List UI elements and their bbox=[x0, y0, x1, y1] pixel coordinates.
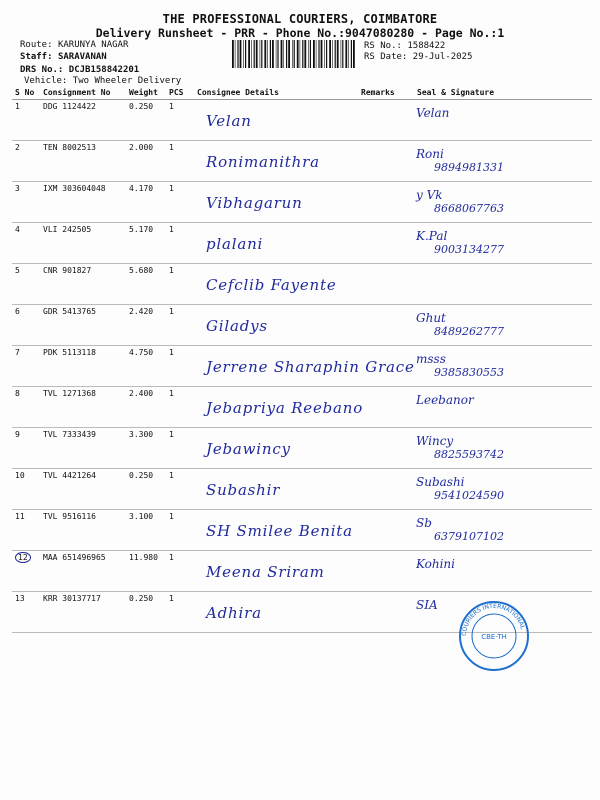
cell-pcs: 1 bbox=[166, 223, 194, 264]
cell-sno bbox=[12, 592, 40, 633]
signature-handwriting: Leebanor bbox=[416, 393, 474, 407]
staff-line bbox=[20, 52, 107, 63]
barcode-bar bbox=[264, 40, 266, 68]
barcode-bar bbox=[286, 40, 287, 68]
cell-consignee bbox=[194, 428, 358, 469]
vehicle-value: Two Wheeler Delivery bbox=[72, 76, 182, 86]
phone-handwriting: 9541024590 bbox=[434, 489, 504, 502]
cell-signature bbox=[414, 469, 592, 510]
cell-weight: 0.250 bbox=[126, 100, 166, 141]
signature-handwriting: K.Pal bbox=[416, 229, 448, 243]
cell-pcs: 1 bbox=[166, 428, 194, 469]
barcode-bar bbox=[248, 40, 250, 68]
cell-sno bbox=[12, 182, 40, 223]
barcode-bar bbox=[270, 40, 271, 68]
cell-consignee bbox=[194, 510, 358, 551]
table-row bbox=[12, 428, 592, 469]
col-pcs: PCS bbox=[166, 86, 194, 100]
cell-consignee bbox=[194, 346, 415, 387]
cell-remarks bbox=[358, 592, 414, 633]
col-consignment: Consignment No bbox=[40, 86, 126, 100]
barcode-bar bbox=[232, 40, 234, 68]
phone-handwriting: 8668067763 bbox=[434, 202, 504, 215]
sno-text: 13 bbox=[15, 594, 25, 603]
rs-no-line bbox=[364, 41, 445, 52]
signature-handwriting: y Vk bbox=[416, 188, 443, 202]
barcode-bar bbox=[256, 40, 258, 68]
barcode-bar bbox=[332, 40, 333, 68]
cell-sno bbox=[12, 264, 40, 305]
signature-handwriting: Kohini bbox=[416, 557, 455, 571]
staff-label: Staff: bbox=[20, 52, 53, 62]
barcode-bar bbox=[304, 40, 306, 68]
cell-weight: 5.170 bbox=[126, 223, 166, 264]
cell-consignment: TEN 8002513 bbox=[40, 141, 126, 182]
table-row bbox=[12, 264, 592, 305]
cell-sno bbox=[12, 469, 40, 510]
cell-sno bbox=[12, 428, 40, 469]
cell-sno bbox=[12, 223, 40, 264]
cell-weight: 11.980 bbox=[126, 551, 166, 592]
cell-consignee bbox=[194, 305, 358, 346]
cell-remarks bbox=[358, 223, 414, 264]
barcode-bar bbox=[245, 40, 246, 68]
barcode-bar bbox=[237, 40, 238, 68]
sno-text: 2 bbox=[15, 143, 20, 152]
table-row bbox=[12, 469, 592, 510]
drs-line bbox=[20, 65, 139, 76]
cell-signature bbox=[414, 387, 592, 428]
cell-remarks bbox=[358, 510, 414, 551]
cell-consignee bbox=[194, 100, 358, 141]
signature-handwriting: Velan bbox=[416, 106, 450, 120]
cell-remarks bbox=[358, 141, 414, 182]
cell-pcs: 1 bbox=[166, 387, 194, 428]
barcode-bar bbox=[283, 40, 284, 68]
barcode-bar bbox=[254, 40, 255, 68]
cell-sno bbox=[12, 387, 40, 428]
cell-sno bbox=[12, 551, 40, 592]
route-label: Route: bbox=[20, 40, 53, 50]
barcode-bar bbox=[277, 40, 278, 68]
cell-signature bbox=[414, 100, 592, 141]
phone-handwriting: 9003134277 bbox=[434, 243, 504, 256]
signature-handwriting: Subashi bbox=[416, 475, 465, 489]
barcode-bar bbox=[345, 40, 347, 68]
table-row bbox=[12, 182, 592, 223]
barcode-bar bbox=[276, 40, 277, 68]
cell-consignee bbox=[194, 469, 358, 510]
signature-handwriting: Roni bbox=[416, 147, 444, 161]
sno-text: 6 bbox=[15, 307, 20, 316]
cell-remarks bbox=[358, 305, 414, 346]
barcode-bar bbox=[324, 40, 325, 68]
phone-handwriting: 8489262777 bbox=[434, 325, 504, 338]
cell-consignee bbox=[194, 551, 358, 592]
sno-text: 4 bbox=[15, 225, 20, 234]
cell-remarks bbox=[358, 551, 414, 592]
phone-handwriting: 6379107102 bbox=[434, 530, 504, 543]
rs-no-value: 1588422 bbox=[407, 41, 446, 51]
cell-signature bbox=[414, 305, 592, 346]
cell-remarks bbox=[358, 264, 414, 305]
cell-weight: 2.400 bbox=[126, 387, 166, 428]
barcode-bar bbox=[261, 40, 262, 68]
col-consignee: Consignee Details bbox=[194, 86, 358, 100]
consignee-handwriting: Jebapriya Reebano bbox=[206, 399, 364, 417]
cell-consignee bbox=[194, 223, 358, 264]
cell-pcs: 1 bbox=[166, 346, 194, 387]
staff-value: SARAVANAN bbox=[57, 52, 107, 62]
sno-text: 1 bbox=[15, 102, 20, 111]
cell-pcs: 1 bbox=[166, 510, 194, 551]
table-row bbox=[12, 141, 592, 182]
barcode-bar bbox=[302, 40, 303, 68]
cell-consignment: DDG 1124422 bbox=[40, 100, 126, 141]
consignee-handwriting: Vibhagarun bbox=[206, 194, 303, 212]
table-row bbox=[12, 305, 592, 346]
cell-remarks bbox=[358, 387, 414, 428]
cell-pcs: 1 bbox=[166, 592, 194, 633]
barcode-bar bbox=[267, 40, 268, 68]
cell-consignment: CNR 901827 bbox=[40, 264, 126, 305]
phone-handwriting: 8825593742 bbox=[434, 448, 504, 461]
barcode-bar bbox=[313, 40, 315, 68]
col-remarks: Remarks bbox=[358, 86, 414, 100]
cell-sno bbox=[12, 141, 40, 182]
barcode-bar bbox=[316, 40, 317, 68]
company-title: THE PROFESSIONAL COURIERS, COIMBATORE bbox=[162, 12, 438, 26]
barcode-bar bbox=[235, 40, 236, 68]
cell-sno bbox=[12, 346, 40, 387]
barcode-bar bbox=[292, 40, 293, 68]
cell-remarks bbox=[358, 100, 414, 141]
table-row bbox=[12, 223, 592, 264]
consignee-handwriting: Ronimanithra bbox=[206, 153, 320, 171]
cell-pcs: 1 bbox=[166, 551, 194, 592]
cell-weight: 3.100 bbox=[126, 510, 166, 551]
courier-seal-stamp bbox=[458, 600, 530, 672]
sno-text: 3 bbox=[15, 184, 20, 193]
cell-pcs: 1 bbox=[166, 469, 194, 510]
col-weight: Weight bbox=[126, 86, 166, 100]
sno-text: 12 bbox=[15, 552, 31, 563]
sno-text: 9 bbox=[15, 430, 20, 439]
cell-pcs: 1 bbox=[166, 100, 194, 141]
sno-text: 5 bbox=[15, 266, 20, 275]
table-row bbox=[12, 510, 592, 551]
cell-weight: 4.750 bbox=[126, 346, 166, 387]
table-row bbox=[12, 346, 592, 387]
cell-consignment: IXM 303604048 bbox=[40, 182, 126, 223]
consignee-handwriting: Giladys bbox=[206, 317, 268, 335]
signature-handwriting: Sb bbox=[416, 516, 432, 530]
cell-remarks bbox=[358, 428, 414, 469]
consignee-handwriting: Meena Sriram bbox=[206, 563, 325, 581]
cell-weight: 0.250 bbox=[126, 592, 166, 633]
consignee-handwriting: Subashir bbox=[206, 481, 281, 499]
barcode-bar bbox=[318, 40, 319, 68]
cell-weight: 5.680 bbox=[126, 264, 166, 305]
cell-consignment: KRR 30137717 bbox=[40, 592, 126, 633]
barcode-bar bbox=[342, 40, 343, 68]
phone-handwriting: 9385830553 bbox=[434, 366, 504, 379]
consignee-handwriting: Velan bbox=[206, 112, 252, 130]
cell-signature bbox=[414, 141, 592, 182]
barcode-bar bbox=[310, 40, 311, 68]
col-sno: S No bbox=[12, 86, 40, 100]
cell-consignee bbox=[194, 182, 358, 223]
runsheet-title: Delivery Runsheet - PRR - Phone No.:9047080280 - Page No.:1 bbox=[95, 26, 505, 40]
runsheet-table bbox=[12, 86, 592, 633]
cell-signature bbox=[414, 510, 592, 551]
cell-consignment: TVL 1271368 bbox=[40, 387, 126, 428]
cell-consignment: TVL 7333439 bbox=[40, 428, 126, 469]
cell-pcs: 1 bbox=[166, 182, 194, 223]
cell-weight: 2.000 bbox=[126, 141, 166, 182]
barcode-bar bbox=[351, 40, 352, 68]
vehicle-label: Vehicle: bbox=[24, 76, 68, 86]
cell-sno bbox=[12, 305, 40, 346]
sno-text: 11 bbox=[15, 512, 25, 521]
cell-consignee bbox=[194, 592, 358, 633]
consignee-handwriting: Cefclib Fayente bbox=[206, 276, 337, 294]
cell-weight: 0.250 bbox=[126, 469, 166, 510]
barcode-bar bbox=[251, 40, 252, 68]
signature-handwriting: SIA bbox=[416, 598, 438, 612]
consignee-handwriting: Adhira bbox=[206, 604, 262, 622]
cell-weight: 4.170 bbox=[126, 182, 166, 223]
phone-handwriting: 9894981331 bbox=[434, 161, 504, 174]
consignee-handwriting: Jebawincy bbox=[206, 440, 291, 458]
cell-consignee bbox=[194, 141, 358, 182]
cell-pcs: 1 bbox=[166, 305, 194, 346]
barcode-bar bbox=[321, 40, 323, 68]
barcode-bar bbox=[329, 40, 331, 68]
cell-pcs: 1 bbox=[166, 141, 194, 182]
barcode-bar bbox=[326, 40, 327, 68]
svg-text:CBE-TH: CBE-TH bbox=[481, 633, 507, 641]
route-line bbox=[20, 40, 128, 51]
barcode-bar bbox=[297, 40, 299, 68]
table-header-row bbox=[12, 86, 592, 100]
cell-remarks bbox=[358, 469, 414, 510]
consignee-handwriting: SH Smilee Benita bbox=[206, 522, 353, 540]
sno-text: 10 bbox=[15, 471, 25, 480]
table-row bbox=[12, 551, 592, 592]
barcode-bar bbox=[335, 40, 336, 68]
rs-no-label: RS No.: bbox=[364, 41, 402, 51]
drs-value: DCJB158842201 bbox=[68, 65, 140, 75]
route-value: KARUNYA NAGAR bbox=[57, 40, 129, 50]
cell-consignment: MAA 651496965 bbox=[40, 551, 126, 592]
cell-signature bbox=[414, 551, 592, 592]
cell-consignment: VLI 242505 bbox=[40, 223, 126, 264]
barcode-bar bbox=[260, 40, 261, 68]
barcode-bar bbox=[353, 40, 355, 68]
barcode-bar bbox=[341, 40, 342, 68]
cell-consignee bbox=[194, 264, 358, 305]
cell-signature bbox=[414, 264, 592, 305]
cell-weight: 3.300 bbox=[126, 428, 166, 469]
svg-text:COURIERS INTERNATIONAL: COURIERS INTERNATIONAL bbox=[460, 602, 527, 637]
cell-sno bbox=[12, 510, 40, 551]
barcode-bar bbox=[243, 40, 244, 68]
rs-date-label: RS Date: bbox=[364, 52, 408, 62]
sno-text: 8 bbox=[15, 389, 20, 398]
rs-date-value: 29-Jul-2025 bbox=[412, 52, 473, 62]
signature-handwriting: Wincy bbox=[416, 434, 454, 448]
barcode-bar bbox=[300, 40, 301, 68]
barcode-bar bbox=[348, 40, 349, 68]
cell-signature bbox=[414, 223, 592, 264]
barcode-bar bbox=[337, 40, 339, 68]
cell-consignment: PDK 5113118 bbox=[40, 346, 126, 387]
cell-signature bbox=[414, 182, 592, 223]
cell-consignee bbox=[194, 387, 364, 428]
consignee-handwriting: plalani bbox=[206, 235, 264, 253]
sno-text: 7 bbox=[15, 348, 20, 357]
cell-remarks bbox=[358, 182, 414, 223]
table-row bbox=[12, 100, 592, 141]
cell-sno bbox=[12, 100, 40, 141]
barcode-bar bbox=[308, 40, 309, 68]
cell-consignment: TVL 4421264 bbox=[40, 469, 126, 510]
cell-signature bbox=[414, 346, 592, 387]
cell-signature bbox=[414, 428, 592, 469]
signature-handwriting: Ghut bbox=[416, 311, 446, 325]
cell-consignment: TVL 9516116 bbox=[40, 510, 126, 551]
col-signature: Seal & Signature bbox=[414, 86, 592, 100]
barcode-bar bbox=[281, 40, 283, 68]
barcode-bar bbox=[294, 40, 295, 68]
barcode-bar bbox=[240, 40, 242, 68]
cell-weight: 2.420 bbox=[126, 305, 166, 346]
table-row bbox=[12, 387, 592, 428]
barcode-bar bbox=[288, 40, 290, 68]
cell-consignment: GDR 5413765 bbox=[40, 305, 126, 346]
rs-date-line bbox=[364, 52, 472, 63]
consignee-handwriting: Jerrene Sharaphin Grace bbox=[206, 358, 415, 376]
table-body bbox=[12, 100, 592, 633]
barcode-bar bbox=[272, 40, 274, 68]
signature-handwriting: msss bbox=[416, 352, 446, 366]
cell-pcs: 1 bbox=[166, 264, 194, 305]
barcode-image bbox=[232, 40, 356, 68]
drs-label: DRS No.: bbox=[20, 65, 64, 75]
